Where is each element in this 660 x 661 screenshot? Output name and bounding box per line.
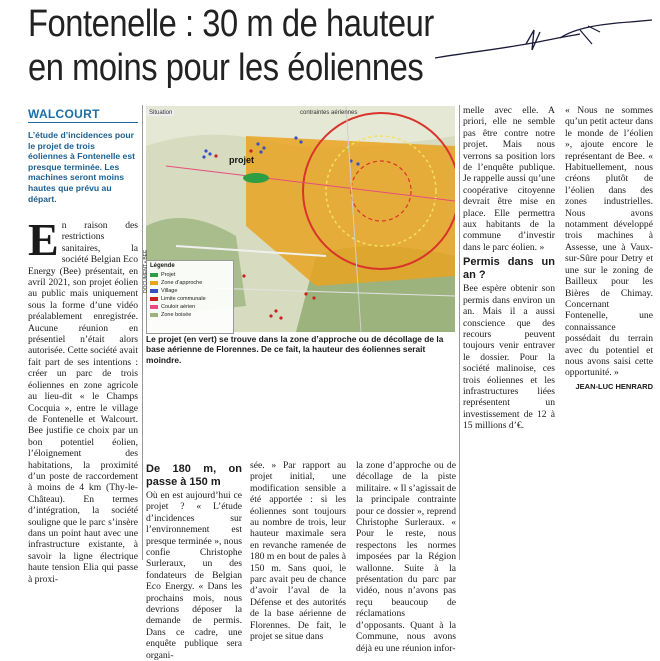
column-3: [250, 460, 346, 643]
column-5-text-bottom: Bee espère obtenir son permis dans environ un an. Mais il a aussi conscience que des recours peuvent toujours venir entraver le dossier. Pour la société malinoise, ces trois éoliennes et les infrastructures liées représentent un investissement de 12 à 15 millions d’€.: [463, 283, 555, 432]
subhead-permis: Permis dans un an ?: [463, 256, 555, 281]
map-legend-item: [147, 287, 233, 295]
legend-label: Projet: [161, 272, 176, 278]
lede-text: L’étude d’incidences pour le projet de trois éoliennes à Fontenelle est presque terminée. Les machines seront moins hautes que prévu au départ.: [28, 130, 135, 204]
map-source-credit: DOCUMENT • BEE: [143, 249, 149, 293]
map-label-projet: projet: [229, 155, 255, 165]
legend-swatch: [150, 313, 158, 317]
column-divider: [459, 105, 460, 560]
column-6: [565, 105, 653, 392]
legend-swatch: [150, 281, 158, 285]
legend-swatch: [150, 305, 158, 309]
column-1-text: n raison des restrictions sanitaires, la société Belgian Eco Energy (Bee) présentait, en avril 2021, son projet éolien au public mais uniquement sous la forme d’une vidéo préalablement enregistrée. Aucune réunion en présentiel n’était alors autorisée. Cette société avait fait part de ses intentions : créer un parc de trois éoliennes en zone agricole au lieu-dit « le Champs Cocquia », entre le village de Fontenelle et Walcourt. Bee justifie ce choix par un bon potentiel éolien, l’éloignement des habitations, la proximité d’un poste de raccordement à moins de 4 km (Thy-le-Château). En termes d’intégration, la société souligne que le parc s’insère dans un point haut avec une infrastructure existante, à savoir la ligne électrique haute tension Elia qui passe à proxi-: [28, 220, 138, 585]
column-4: [356, 460, 456, 654]
drop-cap: E: [28, 214, 59, 265]
legend-label: Village: [161, 288, 178, 294]
headline-line-1: Fontenelle : 30 m de hauteur: [28, 3, 434, 45]
legend-label: Zone boisée: [161, 312, 192, 318]
map-legend-item: [147, 295, 233, 303]
legend-swatch: [150, 297, 158, 301]
column-2-text: Où en est aujourd’hui ce projet ? « L’étude d’incidences sur l’environnement est presque terminée », nous confie Christophe Surleraux, un des fondateurs de Belgian Eco Energy. « Dans les prochains mois, nous devrions déposer la demande de permis. Dans ce cadre, une enquête publique sera organi-: [146, 490, 242, 661]
section-divider: [28, 122, 138, 123]
column-4-text: la zone d’approche ou de décollage de la piste militaire. « Il s’agissait de la principale contrainte pour ce dossier », reprend Christophe Surleraux. « Pour le reste, nous respectons les normes imposées par la Région wallonne. Suite à la présentation du parc par vidéo, nous n’avons pas reçu beaucoup de réclamations d’opposants. Quant à la Commune, nous avons déjà eu une réunion infor-: [356, 460, 456, 654]
column-2: [146, 460, 242, 661]
column-5: [463, 105, 555, 432]
map-legend-title: Légende: [150, 263, 175, 269]
legend-label: Couloir aérien: [161, 304, 196, 310]
section-tag: WALCOURT: [28, 107, 100, 121]
map-legend: [146, 260, 234, 334]
headline-line-2: en moins pour les éoliennes: [28, 47, 424, 89]
legend-label: Zone d’approche: [161, 280, 203, 286]
handwritten-signature: [430, 10, 655, 65]
author-credit: JEAN-LUC HENRARD: [575, 381, 653, 391]
map-caption: Le projet (en vert) se trouve dans la zone d’approche ou de décollage de la base aérienne de Florennes. De ce fait, la hauteur des éoliennes serait moindre.: [146, 334, 444, 365]
column-1: [28, 214, 138, 585]
map-legend-item: [147, 279, 233, 287]
column-3-text: sée. » Par rapport au projet initial, une modification sensible a été apportée : si les éoliennes sont toujours au nombre de trois, leur hauteur maximale sera en revanche ramenée de 180 m en bout de pales à 150 m. Sans quoi, le parc avait peu de chance d’avoir l’aval de la Défense et des autorités de la base aérienne de Florennes. De fait, le projet se situe dans: [250, 460, 346, 643]
legend-label: Limite communale: [161, 296, 206, 302]
subhead-180-150: De 180 m, on passe à 150 m: [146, 463, 242, 488]
map-legend-item: [147, 271, 233, 279]
map-legend-item: [147, 303, 233, 311]
column-divider: [142, 105, 143, 560]
map-legend-item: [147, 311, 233, 319]
legend-swatch: [150, 289, 158, 293]
map-label-situation: Situation: [149, 110, 173, 116]
column-5-text-top: melle avec elle. A priori, elle ne semble pas être contre notre projet. Mais nous verrons sa position lors de l’enquête publique. Je rappelle aussi qu’une coopérative citoyenne devrait être mise en place. Elle permettra aux habitants de la commune d’investir dans le parc éolien. »: [463, 105, 555, 253]
column-6-text: « Nous ne sommes qu’un petit acteur dans le monde de l’éolien », ajoute encore le représentant de Bee. « Habituellement, nous créons plutôt de l’éolien dans des zones industrielles. Nous avons notamment développé trois machines à Assesse, une à Vaux-sur-Sûre pour Detry et une sur le zoning de Bailleux pour les Bières de Chimay. Concernant Fontenelle, une connaissance possédait du terrain avec du potentiel et nous avons saisi cette opportunité. »: [565, 105, 653, 379]
map-label-constraints: contraintes aériennes: [300, 110, 358, 116]
legend-swatch: [150, 273, 158, 277]
